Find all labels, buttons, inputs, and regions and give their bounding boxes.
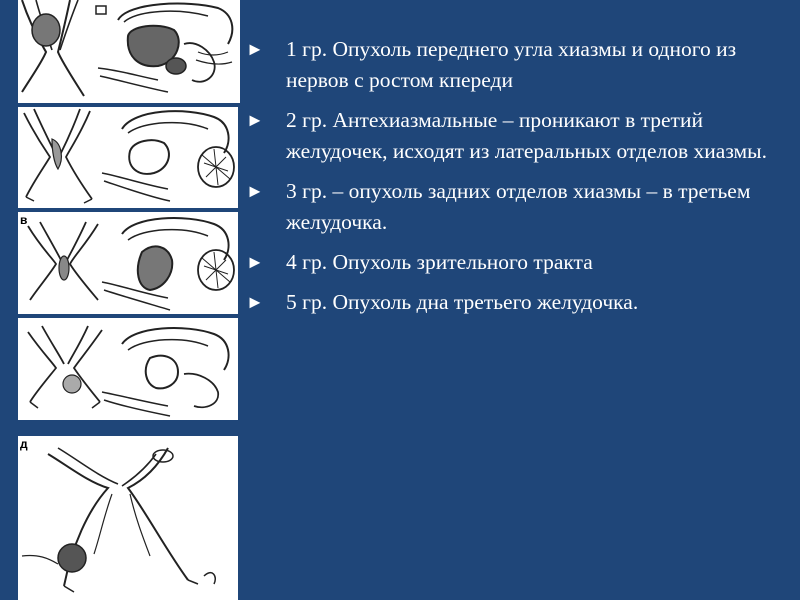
bullet-marker: ► (246, 110, 264, 130)
bullet-marker: ► (246, 252, 264, 272)
list-item-text: 1 гр. Опухоль переднего угла хиазмы и одного из нервов с ростом кпереди (286, 37, 737, 92)
chiasm-diagram-2 (18, 107, 238, 208)
panel-letter-5: д (20, 437, 28, 451)
panel-letter-3: в (20, 213, 28, 227)
figure-panel-3 (18, 212, 238, 314)
bullet-marker: ► (246, 292, 264, 312)
list-item-text: 5 гр. Опухоль дна третьего желудочка. (286, 290, 639, 314)
list-item (246, 287, 791, 318)
list-item (246, 105, 791, 167)
figure-panel-1 (18, 0, 240, 103)
figure-panel-5 (18, 436, 238, 600)
bullet-marker: ► (246, 39, 264, 59)
bullet-list (246, 34, 791, 327)
chiasm-diagram-4 (18, 318, 238, 420)
chiasm-diagram-1 (18, 0, 240, 103)
list-item (246, 34, 791, 96)
list-item-text: 4 гр. Опухоль зрительного тракта (286, 250, 593, 274)
list-item (246, 247, 791, 278)
list-item-text: 3 гр. – опухоль задних отделов хиазмы – в третьем желудочка. (286, 179, 751, 234)
chiasm-diagram-5 (18, 436, 238, 600)
figure-panel-4 (18, 318, 238, 420)
list-item (246, 176, 791, 238)
list-item-text: 2 гр. Антехиазмальные – проникают в третий желудочек, исходят из латеральных отделов хиазмы. (286, 108, 767, 163)
chiasm-diagram-3 (18, 212, 238, 314)
bullet-marker: ► (246, 181, 264, 201)
figure-panel-2 (18, 107, 238, 208)
